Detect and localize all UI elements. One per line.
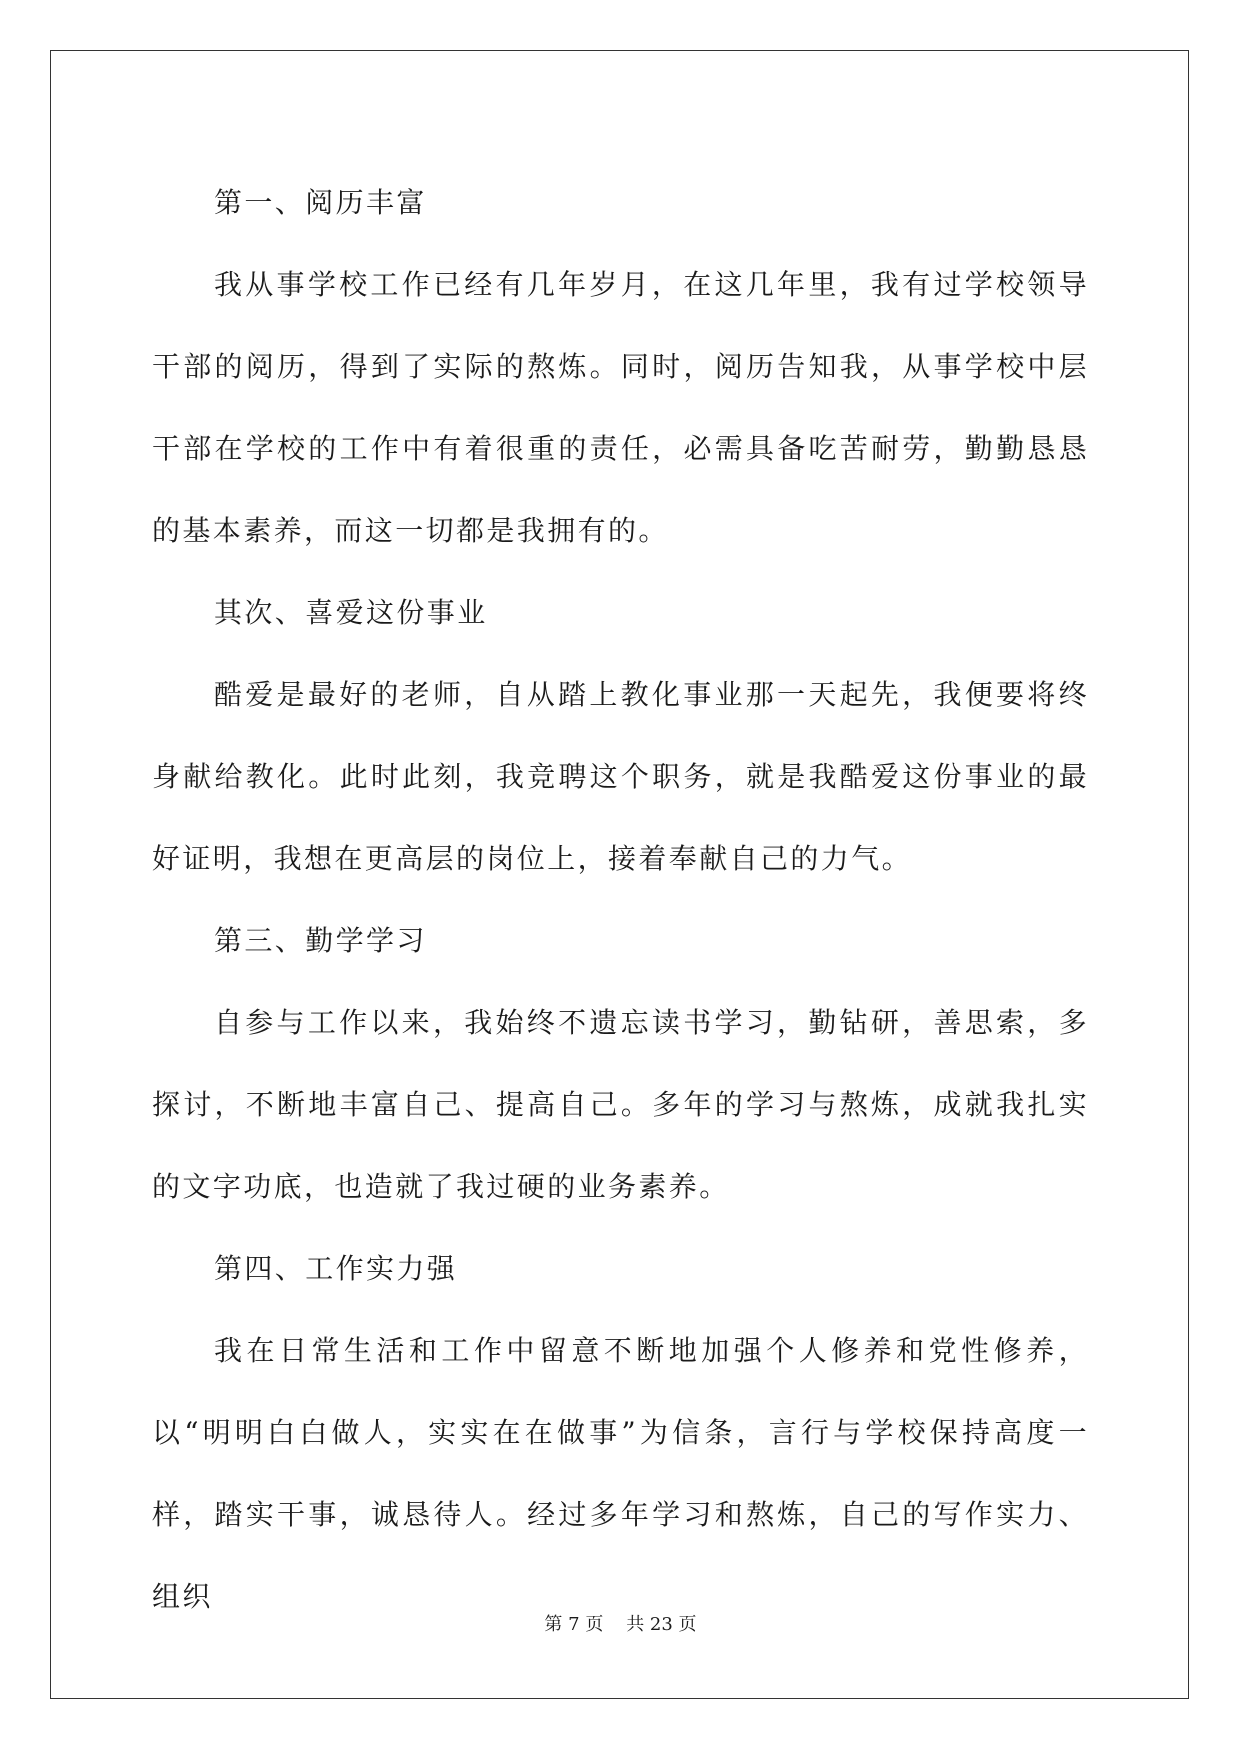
- page-number: 第 7 页 共 23 页: [544, 1614, 697, 1635]
- section-heading-passion: 其次、喜爱这份事业: [214, 596, 488, 629]
- section-heading-study: 第三、勤学学习: [214, 924, 427, 957]
- section-heading-ability: 第四、工作实力强: [214, 1252, 458, 1285]
- body-paragraph: 酷爱是最好的老师，自从踏上教化事业那一天起先，我便要将终身献给教化。此时此刻，我竞聘这个职务，就是我酷爱这份事业的最好证明，我想在更高层的岗位上，接着奉献自己的力气。: [152, 678, 1089, 875]
- body-paragraph: 自参与工作以来，我始终不遗忘读书学习，勤钻研，善思索，多探讨，不断地丰富自己、提高自己。多年的学习与熬炼，成就我扎实的文字功底，也造就了我过硬的业务素养。: [152, 1006, 1089, 1203]
- body-paragraph: 我在日常生活和工作中留意不断地加强个人修养和党性修养，以“明明白白做人，实实在在做事”为信条，言行与学校保持高度一样，踏实干事，诚恳待人。经过多年学习和熬炼，自己的写作实力、组织: [152, 1334, 1089, 1613]
- body-paragraph: 我从事学校工作已经有几年岁月，在这几年里，我有过学校领导干部的阅历，得到了实际的熬炼。同时，阅历告知我，从事学校中层干部在学校的工作中有着很重的责任，必需具备吃苦耐劳，勤勤恳恳的基本素养，而这一切都是我拥有的。: [152, 268, 1089, 547]
- section-heading-experience: 第一、阅历丰富: [214, 186, 427, 219]
- document-body: [152, 162, 1089, 1638]
